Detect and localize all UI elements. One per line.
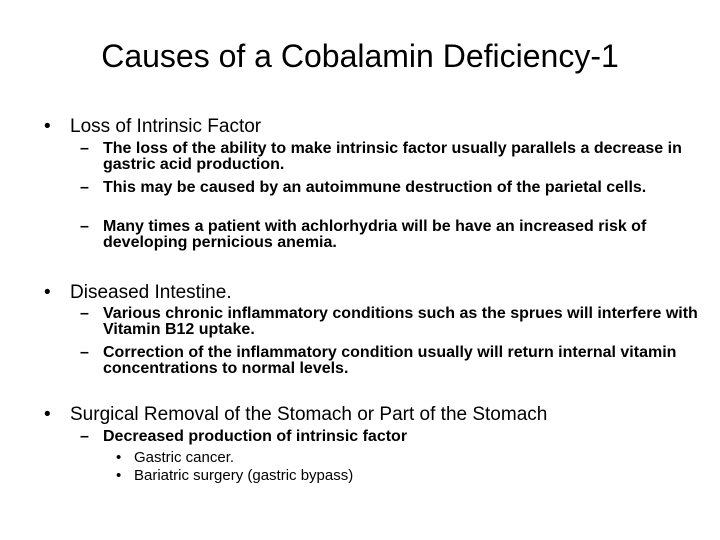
- dash-marker: –: [80, 428, 89, 445]
- sub-bullet-text: This may be caused by an autoimmune destruction of the parietal cells.: [103, 179, 647, 196]
- sub-bullet-text: Decreased production of intrinsic factor: [103, 428, 408, 445]
- sub-sub-bullet-text: Gastric cancer.: [134, 449, 235, 466]
- sub-bullet-text: The loss of the ability to make intrinsic factor usually parallels a decrease in gastric acid production.: [103, 140, 682, 173]
- sub-bullet-text: Many times a patient with achlorhydria will be have an increased risk of developing pernicious anemia.: [103, 218, 647, 251]
- bullet-marker: •: [116, 449, 122, 466]
- bullet-heading: Loss of Intrinsic Factor: [70, 116, 262, 137]
- slide-title: Causes of a Cobalamin Deficiency-1: [101, 38, 619, 74]
- sub-sub-bullet-text: Bariatric surgery (gastric bypass): [134, 467, 354, 484]
- dash-marker: –: [80, 344, 89, 361]
- sub-bullet-item: [80, 180, 700, 196]
- dash-marker: –: [80, 305, 89, 322]
- bullet-marker: •: [44, 404, 51, 425]
- dash-marker: –: [80, 140, 89, 157]
- bullet-heading: Diseased Intestine.: [70, 282, 232, 303]
- sub-bullet-item: [80, 141, 700, 173]
- dash-marker: –: [80, 218, 89, 235]
- dash-marker: –: [80, 179, 89, 196]
- sub-bullet-item: [80, 306, 700, 338]
- bullet-marker: •: [44, 116, 51, 137]
- sub-bullet-item: [80, 219, 700, 251]
- bullet-heading: Surgical Removal of the Stomach or Part of the Stomach: [70, 404, 548, 425]
- bullet-marker: •: [44, 282, 51, 303]
- sub-bullet-text: Various chronic inflammatory conditions such as the sprues will interfere with Vitamin B12 uptake.: [103, 305, 698, 338]
- sub-bullet-item: [80, 345, 700, 377]
- sub-bullet-text: Correction of the inflammatory condition usually will return internal vitamin concentrations to normal levels.: [103, 344, 677, 377]
- bullet-marker: •: [116, 467, 122, 484]
- sub-bullet-item: [80, 429, 700, 445]
